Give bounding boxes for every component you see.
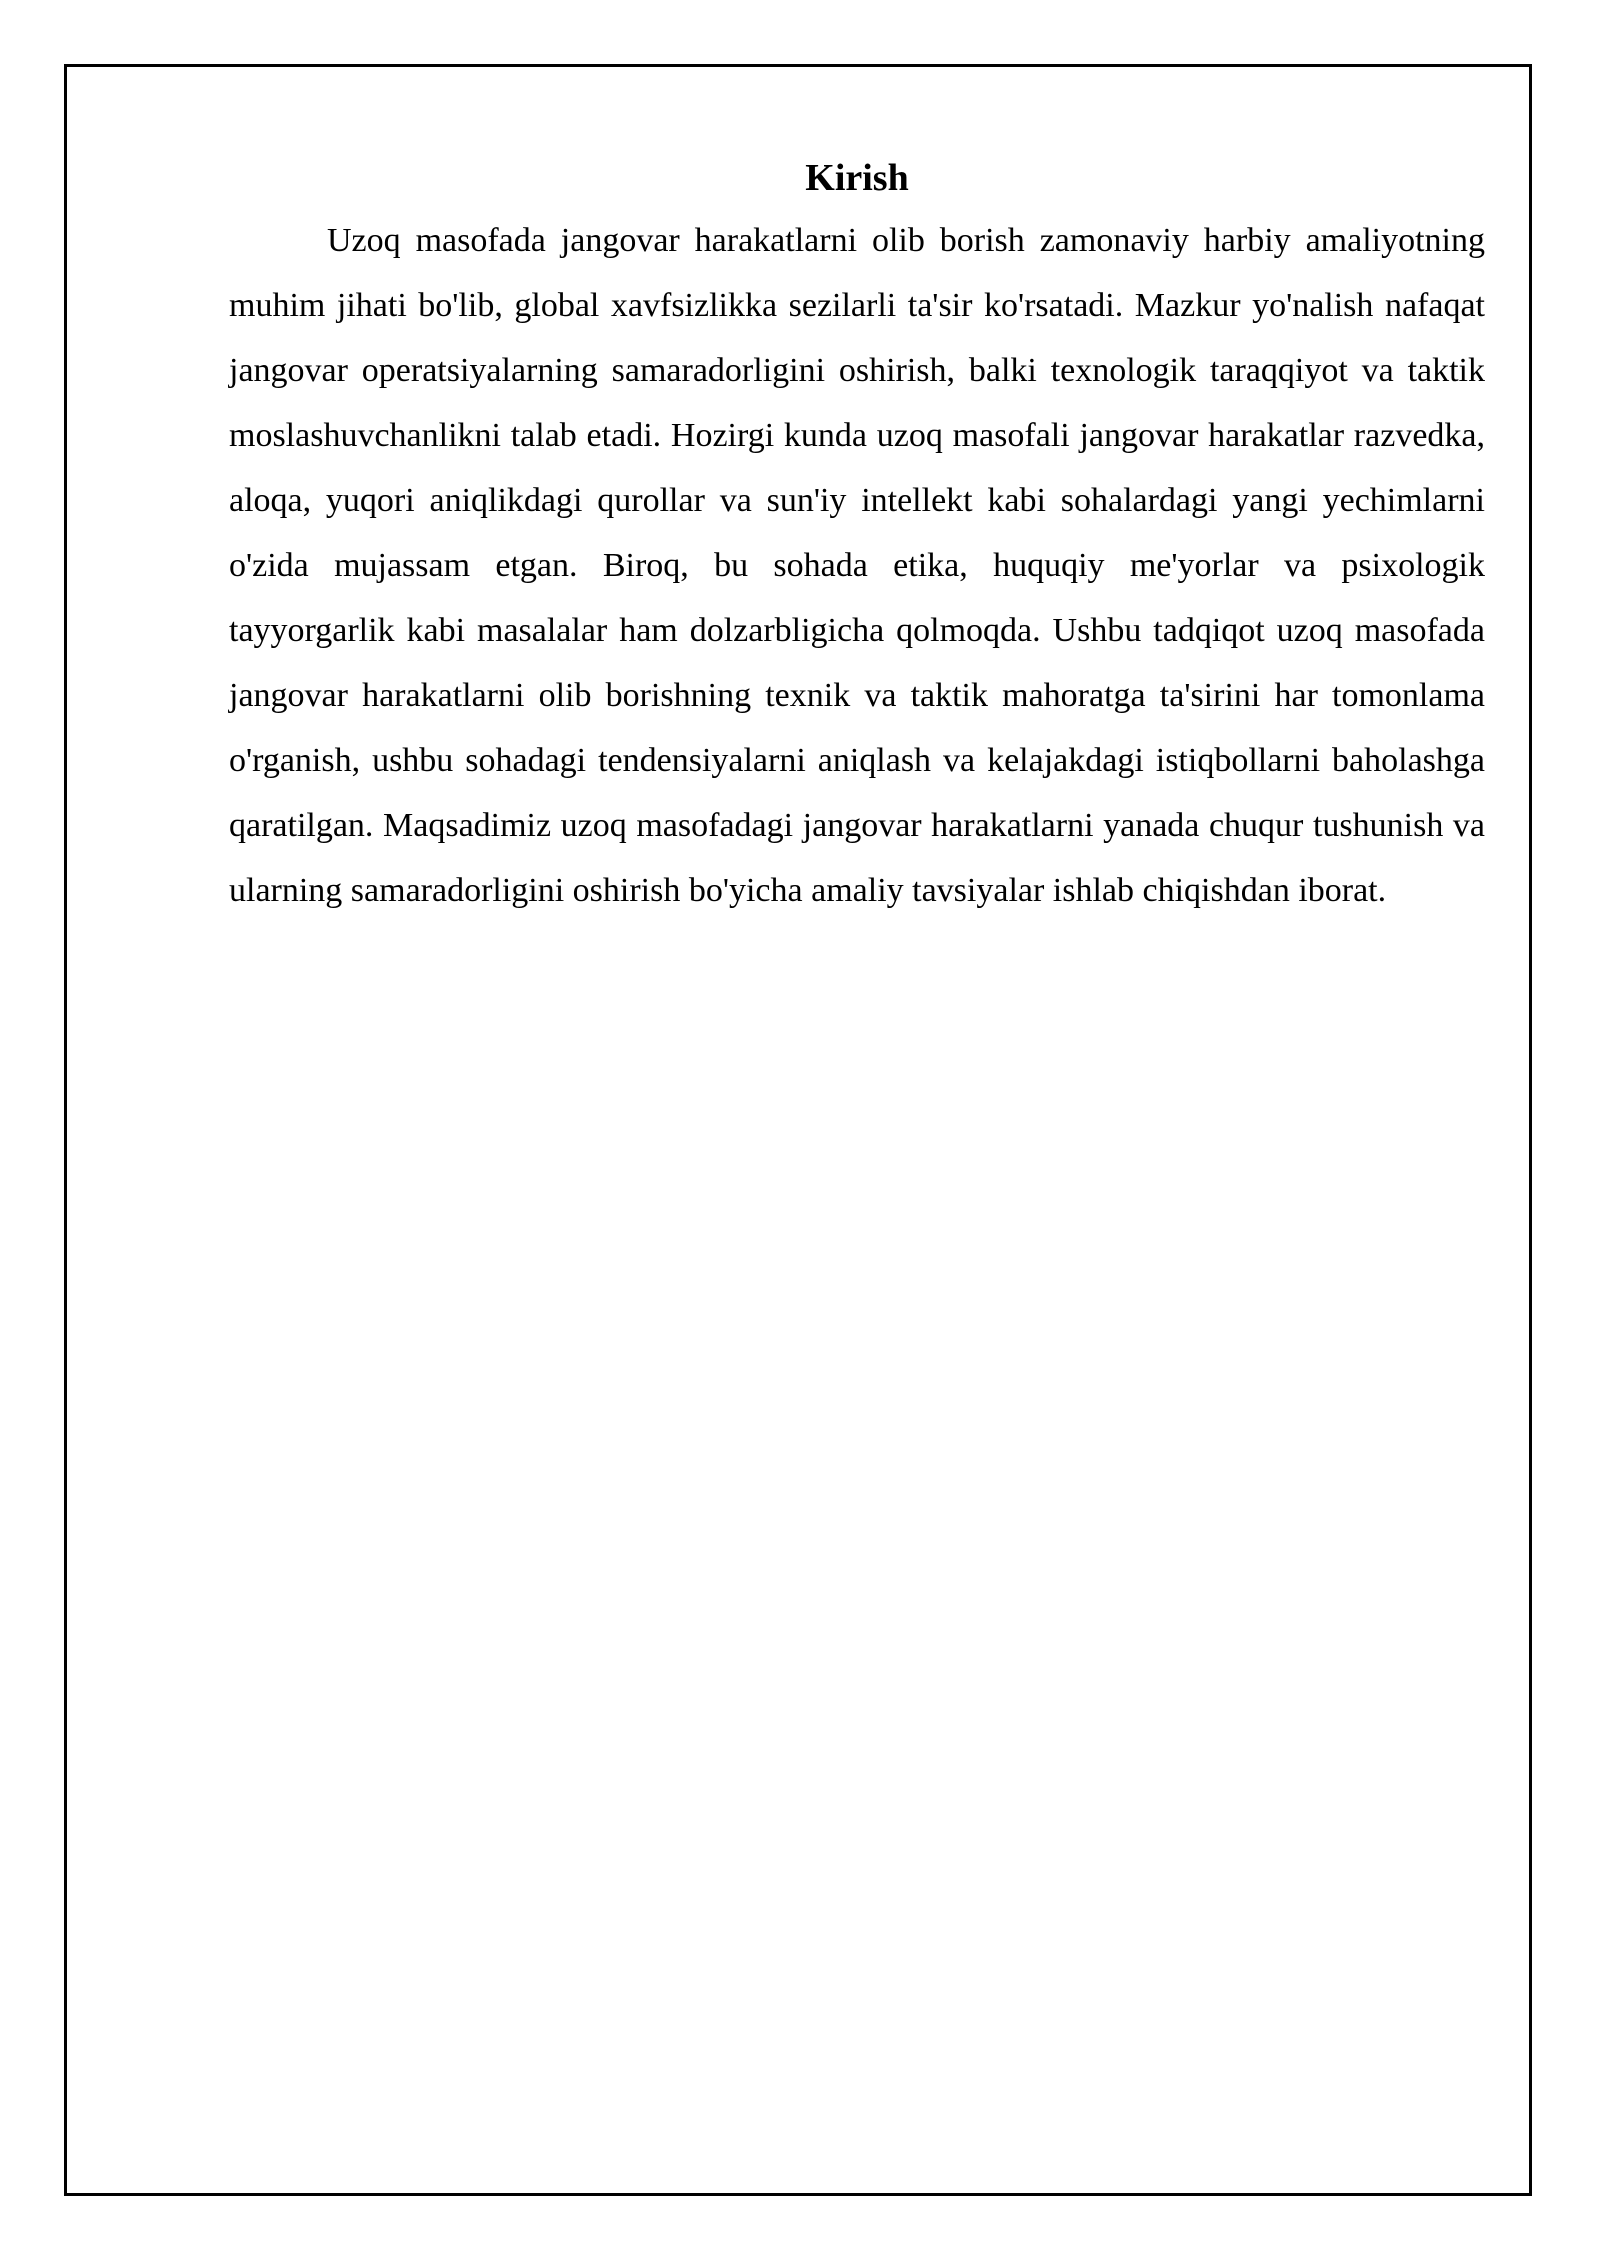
page-title: Kirish	[805, 157, 909, 199]
intro-paragraph: Uzoq masofada jangovar harakatlarni olib borish zamonaviy harbiy amaliyotning muhim jihati bo'lib, global xavfsizlikka sezilarli ta'sir ko'rsatadi. Mazkur yo'nalish nafaqat jangovar operatsiyalarning samaradorligini oshirish, balki texnologik taraqqiyot va taktik moslashuvchanlikni talab etadi. Hozirgi kunda uzoq masofali jangovar harakatlar razvedka, aloqa, yuqori aniqlikdagi qurollar va sun'iy intellekt kabi sohalardagi yangi yechimlarni o'zida mujassam etgan. Biroq, bu sohada etika, huquqiy me'yorlar va psixologik tayyorgarlik kabi masalalar ham dolzarbligicha qolmoqda. Ushbu tadqiqot uzoq masofada jangovar harakatlarni olib borishning texnik va taktik mahoratga ta'sirini har tomonlama o'rganish, ushbu sohadagi tendensiyalarni aniqlash va kelajakdagi istiqbollarni baholashga qaratilgan. Maqsadimiz uzoq masofadagi jangovar harakatlarni yanada chuqur tushunish va ularning samaradorligini oshirish bo'yicha amaliy tavsiyalar ishlab chiqishdan iborat.	[229, 222, 1485, 909]
document-content	[229, 148, 1485, 923]
